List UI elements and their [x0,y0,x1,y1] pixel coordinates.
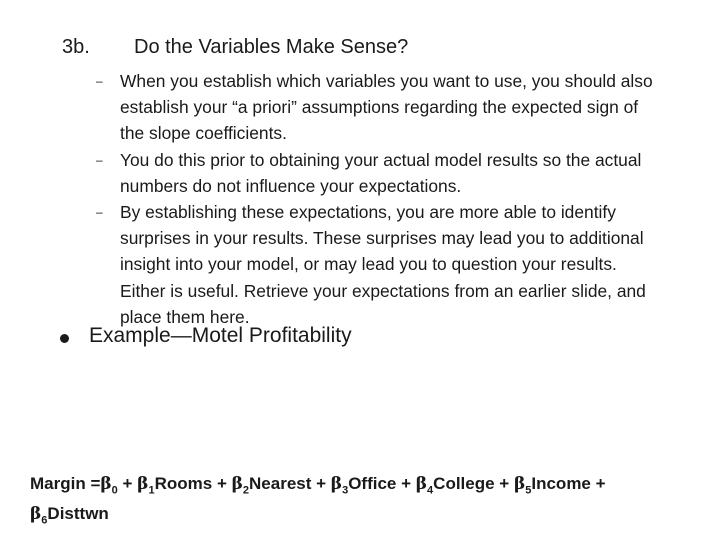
beta-subscript: 2 [242,484,250,497]
beta-symbol: β [415,474,428,494]
beta-subscript: 6 [41,514,48,527]
equation-lhs: Margin = [30,474,101,493]
regression-equation [30,472,700,533]
beta-symbol: β [513,474,526,494]
plus-sign: + [590,474,606,493]
example-bullet-text: Example—Motel Profitability [89,324,352,347]
sub-bullet-list [96,68,656,330]
beta-symbol: β [231,474,243,494]
dash-bullet-icon: – [96,74,103,88]
equation-variable: Office [348,474,397,493]
slide-title: Do the Variables Make Sense? [134,36,409,58]
beta-symbol: β [330,474,343,494]
sub-bullet-text: You do this prior to obtaining your actual model results so the actual numbers do not influence your expectations. [120,149,642,196]
equation-variable: Disttwn [47,504,109,524]
plus-sign: + [311,474,331,493]
slide-number: 3b. [62,36,90,58]
plus-sign: + [494,474,514,493]
beta-subscript: 4 [427,484,434,497]
equation-variable: Income [531,474,591,493]
sub-bullet-text: When you establish which variables you want to use, you should also establish your “a priori” assumptions regarding the expected sign of the slope coefficients. [120,71,653,144]
beta-symbol: β [100,474,112,494]
sub-bullet-text: By establishing these expectations, you are more able to identify surprises in your results. These surprises may lead you to additional insight into your model, or may lead you to question your results. Either is useful. Retrieve your expectations from an earlier slide, and place them here. [120,202,646,327]
beta-symbol: β [137,474,149,494]
dash-bullet-icon: – [96,152,103,167]
plus-sign: + [396,474,416,493]
equation-variable: Rooms [154,474,213,493]
beta-subscript: 0 [111,484,118,497]
beta-subscript: 5 [525,484,532,497]
plus-sign: + [212,474,232,493]
beta-subscript: 1 [148,484,155,497]
beta-subscript: 3 [342,484,349,497]
bullet-dot-icon [60,334,69,343]
equation-variable: College [433,474,495,493]
beta-symbol: β [30,504,42,525]
sub-bullet-item [96,199,656,330]
plus-sign: + [117,474,138,493]
sub-bullet-item [96,147,656,199]
sub-bullet-item [96,68,656,147]
dash-bullet-icon: – [96,205,103,220]
equation-variable: Nearest [249,474,312,493]
